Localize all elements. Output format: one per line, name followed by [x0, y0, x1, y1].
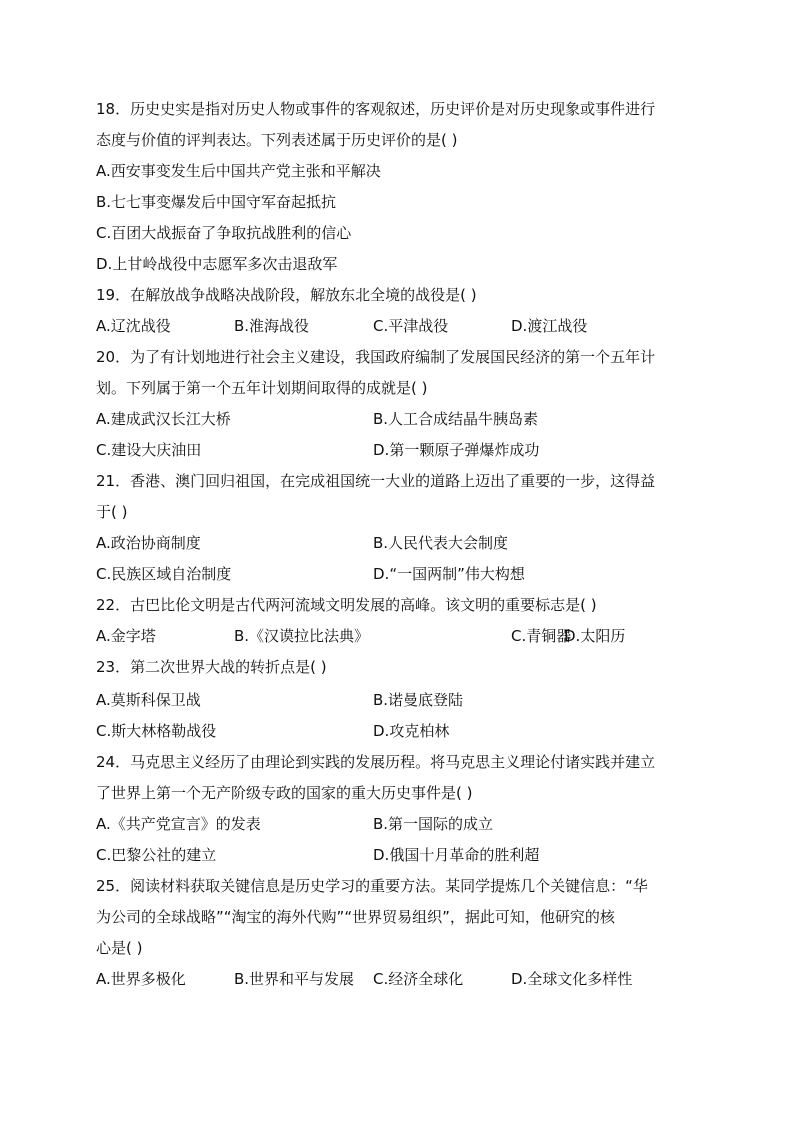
question-stem-line: 23．第二次世界大战的转折点是( ) [96, 658, 327, 676]
question-20 [96, 342, 696, 466]
question-list [96, 94, 696, 995]
question-stem-line: 21．香港、澳门回归祖国，在完成祖国统一大业的道路上迈出了重要的一步，这得益 [96, 472, 656, 490]
option-b: B.诺曼底登陆 [373, 691, 464, 709]
option-d: D.攻克柏林 [373, 722, 450, 740]
options-row [96, 964, 696, 995]
options-row [96, 716, 696, 747]
option-d: D.全球文化多样性 [511, 970, 633, 988]
question-18 [96, 94, 696, 280]
options-row [96, 685, 696, 716]
option-a: A.辽沈战役 [96, 317, 171, 335]
option-c: C.建设大庆油田 [96, 441, 202, 459]
question-24 [96, 747, 696, 871]
option-b: B.人工合成结晶牛胰岛素 [373, 410, 539, 428]
question-23 [96, 652, 696, 747]
question-stem-line: 19．在解放战争战略决战阶段，解放东北全境的战役是( ) [96, 286, 477, 304]
question-21 [96, 466, 696, 590]
option-a: A.莫斯科保卫战 [96, 691, 201, 709]
question-stem-line: 为公司的全球战略”“淘宝的海外代购”“世界贸易组织”，据此可知，他研究的核 [96, 908, 615, 926]
option-c: C.平津战役 [373, 317, 449, 335]
question-25 [96, 871, 696, 995]
option-c: C.民族区域自治制度 [96, 565, 232, 583]
option-c: C.巴黎公社的建立 [96, 846, 217, 864]
question-stem-line: 24．马克思主义经历了由理论到实践的发展历程。将马克思主义理论付诸实践并建立 [96, 753, 656, 771]
option-a: A.建成武汉长江大桥 [96, 410, 231, 428]
options-row [96, 621, 696, 652]
option-d: D.渡江战役 [511, 317, 588, 335]
question-22 [96, 590, 696, 652]
options-row [96, 840, 696, 871]
option-a: A.政治协商制度 [96, 534, 201, 552]
option-c: C.青铜器 [511, 627, 572, 645]
option-b: B.世界和平与发展 [234, 970, 355, 988]
option-c: C.经济全球化 [373, 970, 464, 988]
option-b: B.《汉谟拉比法典》 [234, 627, 370, 645]
options-row [96, 559, 696, 590]
question-stem-line: 18．历史史实是指对历史人物或事件的客观叙述，历史评价是对历史现象或事件进行 [96, 100, 656, 118]
options-row [96, 404, 696, 435]
option-d: D.俄国十月革命的胜利超 [373, 846, 540, 864]
option-d: D.第一颗原子弹爆炸成功 [373, 441, 540, 459]
option-c: C.百团大战振奋了争取抗战胜利的信心 [96, 224, 352, 242]
question-stem-line: 25．阅读材料获取关键信息是历史学习的重要方法。某同学提炼几个关键信息：“华 [96, 877, 648, 895]
question-stem-line: 心是( ) [96, 939, 143, 957]
option-a: A.《共产党宣言》的发表 [96, 815, 261, 833]
question-stem-line: 20．为了有计划地进行社会主义建设，我国政府编制了发展国民经济的第一个五年计 [96, 348, 656, 366]
option-a: A.世界多极化 [96, 970, 186, 988]
options-row [96, 528, 696, 559]
option-a: A.西安事变发生后中国共产党主张和平解决 [96, 162, 381, 180]
options-row [96, 311, 696, 342]
option-b: B.人民代表大会制度 [373, 534, 509, 552]
options-row [96, 809, 696, 840]
question-stem-line: 态度与价值的评判表达。下列表述属于历史评价的是( ) [96, 131, 458, 149]
option-d: D.太阳历 [564, 627, 626, 645]
question-stem-line: 了世界上第一个无产阶级专政的国家的重大历史事件是( ) [96, 784, 473, 802]
option-a: A.金字塔 [96, 627, 156, 645]
option-b: B.淮海战役 [234, 317, 310, 335]
option-b: B.七七事变爆发后中国守军奋起抵抗 [96, 193, 337, 211]
question-stem-line: 22．古巴比伦文明是古代两河流域文明发展的高峰。该文明的重要标志是( ) [96, 596, 597, 614]
option-b: B.第一国际的成立 [373, 815, 494, 833]
option-c: C.斯大林格勒战役 [96, 722, 217, 740]
question-stem-line: 划。下列属于第一个五年计划期间取得的成就是( ) [96, 379, 428, 397]
option-d: D.上甘岭战役中志愿军多次击退敌军 [96, 255, 338, 273]
option-d: D.“一国两制”伟大构想 [373, 565, 525, 583]
question-stem-line: 于( ) [96, 503, 128, 521]
options-row [96, 435, 696, 466]
question-19 [96, 280, 696, 342]
